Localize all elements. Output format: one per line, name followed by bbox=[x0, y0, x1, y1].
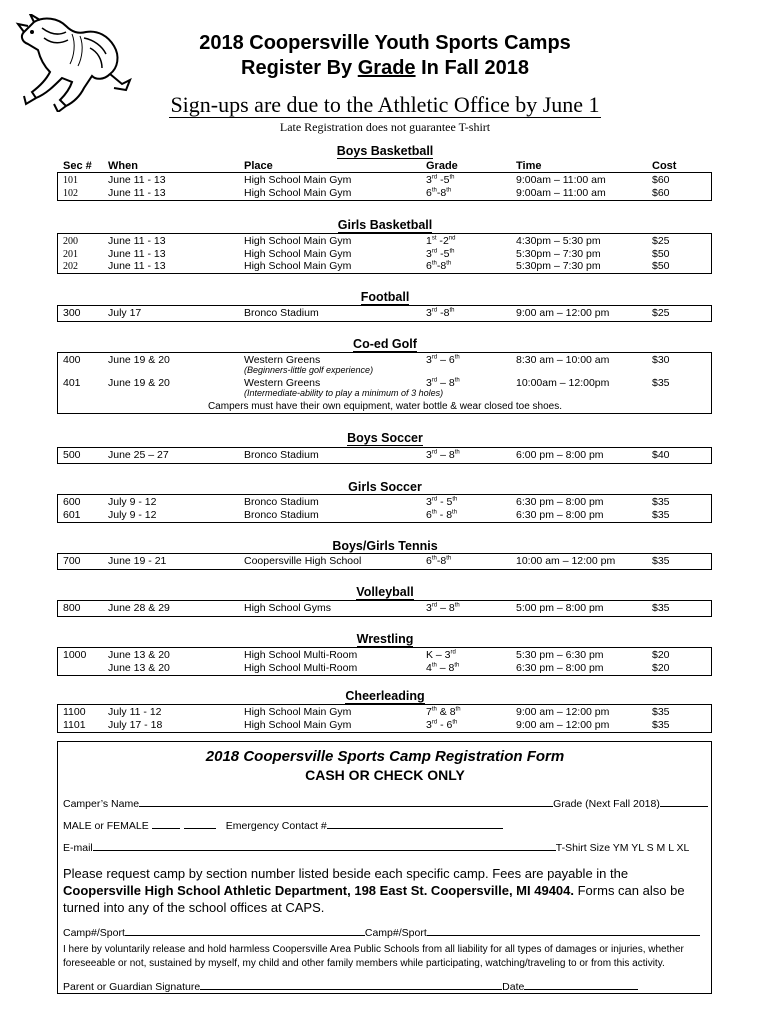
cell-time: 6:30 pm – 8:00 pm bbox=[516, 662, 604, 674]
grade-part: 8 bbox=[440, 555, 447, 567]
table-row bbox=[0, 706, 770, 719]
table-row bbox=[0, 260, 770, 273]
cell-grade bbox=[426, 706, 461, 719]
cell-cost: $35 bbox=[652, 719, 670, 731]
column-header-grade: Grade bbox=[426, 160, 458, 172]
table-row bbox=[0, 602, 770, 615]
section-title-volleyball: Volleyball bbox=[356, 585, 414, 599]
gender-emergency-line bbox=[63, 818, 503, 832]
grade-part: 6 bbox=[426, 187, 432, 199]
grade-part: rd bbox=[431, 496, 438, 503]
cell-when: June 13 & 20 bbox=[108, 662, 170, 674]
cell-cost: $35 bbox=[652, 496, 670, 508]
signature-line bbox=[63, 979, 638, 993]
cell-time: 8:30 am – 10:00 am bbox=[516, 354, 610, 366]
cell-section-number: 201 bbox=[63, 249, 78, 260]
cell-cost: $35 bbox=[652, 377, 670, 389]
cell-cost: $40 bbox=[652, 449, 670, 461]
form-title: 2018 Coopersville Sports Camp Registration Form bbox=[205, 748, 565, 765]
grade-part: rd bbox=[431, 602, 438, 609]
cell-grade bbox=[426, 509, 457, 522]
grade-part: 5 bbox=[443, 174, 450, 186]
grade-part: – bbox=[437, 354, 449, 366]
section-title-wrestling: Wrestling bbox=[356, 632, 414, 646]
instructions-paragraph: Please request camp by section number listed beside each specific camp. Fees are payable in the Coopersville High School Athletic Department, 198 East St. Coopersville, MI 49404. Forms can also be turned into any of the school offices at CAPS. bbox=[63, 866, 685, 915]
grade-part: 6 bbox=[446, 719, 453, 731]
cell-cost: $50 bbox=[652, 248, 670, 260]
grade-part: rd bbox=[431, 354, 438, 361]
column-header-sec: Sec # bbox=[63, 160, 92, 172]
grade-part: th bbox=[449, 248, 455, 255]
grade-part: – bbox=[437, 602, 449, 614]
cell-place: High School Main Gym bbox=[244, 248, 352, 260]
date-field[interactable] bbox=[524, 979, 638, 990]
cell-grade bbox=[426, 719, 457, 732]
grade-part: - bbox=[436, 555, 441, 567]
cell-time: 9:00am – 11:00 am bbox=[516, 174, 606, 186]
grade-part: th bbox=[431, 706, 437, 713]
cell-when: June 11 - 13 bbox=[108, 174, 166, 186]
grade-part: rd bbox=[431, 449, 438, 456]
grade-part: th bbox=[449, 307, 455, 314]
table-row bbox=[0, 354, 770, 367]
cell-cost: $25 bbox=[652, 235, 670, 247]
table-row bbox=[0, 449, 770, 462]
signature-field[interactable] bbox=[200, 979, 502, 990]
cell-time: 6:30 pm – 8:00 pm bbox=[516, 496, 604, 508]
golf-footnote: Campers must have their own equipment, water bottle & wear closed toe shoes. bbox=[207, 401, 563, 412]
section-title-boys-soccer: Boys Soccer bbox=[347, 431, 423, 445]
grade-part: nd bbox=[448, 235, 456, 242]
cell-place: High School Gyms bbox=[244, 602, 331, 614]
cell-section-number: 202 bbox=[63, 261, 78, 272]
grade-part: 6 bbox=[426, 509, 432, 521]
cell-place: Coopersville High School bbox=[244, 555, 362, 567]
grade-part: th bbox=[452, 509, 458, 516]
cell-grade bbox=[426, 602, 460, 615]
cell-when: June 11 - 13 bbox=[108, 260, 166, 272]
signature-label: Parent or Guardian Signature bbox=[63, 981, 201, 993]
grade-part: th bbox=[431, 662, 437, 669]
cell-section-number: 101 bbox=[63, 175, 78, 186]
email-line bbox=[63, 840, 689, 854]
cell-place: High School Multi-Room bbox=[244, 649, 358, 661]
cell-cost: $25 bbox=[652, 307, 670, 319]
cell-grade bbox=[426, 174, 454, 187]
cell-place: High School Main Gym bbox=[244, 235, 352, 247]
email-field[interactable] bbox=[93, 840, 556, 851]
grade-part: th bbox=[446, 260, 452, 267]
grade-part: – bbox=[436, 662, 449, 674]
cell-grade bbox=[426, 555, 451, 568]
cell-place: High School Main Gym bbox=[244, 706, 352, 718]
grade-part: 7 bbox=[426, 706, 432, 718]
subtitle-suffix: In Fall 2018 bbox=[415, 57, 529, 79]
table-row bbox=[0, 496, 770, 509]
camp-note: (Intermediate-ability to play a minimum of 3 holes) bbox=[244, 388, 444, 398]
camp-sport-label-2: Camp#/Sport bbox=[364, 927, 427, 939]
grade-part: 3 bbox=[426, 377, 432, 389]
grade-part: 1 bbox=[426, 235, 432, 247]
tshirt-size-label: T-Shirt Size YM YL S M L XL bbox=[555, 842, 690, 854]
grade-part: th bbox=[454, 354, 460, 361]
cell-cost: $30 bbox=[652, 354, 670, 366]
table-row bbox=[0, 509, 770, 522]
grade-part: 8 bbox=[448, 602, 455, 614]
form-subtitle: CASH OR CHECK ONLY bbox=[305, 767, 465, 783]
grade-part: 6 bbox=[426, 555, 432, 567]
gender-field[interactable] bbox=[152, 818, 180, 829]
grade-part: - bbox=[437, 307, 444, 319]
cell-place: Bronco Stadium bbox=[244, 449, 319, 461]
cell-section-number: 700 bbox=[63, 555, 81, 567]
grade-part: - bbox=[436, 187, 441, 199]
cell-cost: $60 bbox=[652, 174, 670, 186]
cell-cost: $35 bbox=[652, 602, 670, 614]
camper-name-field[interactable] bbox=[139, 796, 553, 807]
grade-part: 3 bbox=[426, 449, 432, 461]
cell-grade bbox=[426, 354, 460, 367]
cell-time: 5:00 pm – 8:00 pm bbox=[516, 602, 604, 614]
cell-when: June 13 & 20 bbox=[108, 649, 170, 661]
due-notice bbox=[0, 92, 770, 118]
grade-part: 3 bbox=[426, 174, 432, 186]
grade-part: th bbox=[452, 719, 458, 726]
grade-part: rd bbox=[431, 307, 438, 314]
cell-time: 9:00 am – 12:00 pm bbox=[516, 307, 610, 319]
column-header-place: Place bbox=[244, 160, 273, 172]
section-title-boys-basketball: Boys Basketball bbox=[336, 144, 434, 158]
grade-part: th bbox=[446, 555, 452, 562]
cell-cost: $35 bbox=[652, 706, 670, 718]
grade-part: rd bbox=[450, 649, 456, 656]
cell-when: July 11 - 12 bbox=[108, 706, 162, 718]
date-label: Date bbox=[502, 981, 525, 993]
column-header-time: Time bbox=[516, 160, 542, 172]
grade-part: 5 bbox=[446, 496, 453, 508]
cell-grade bbox=[426, 496, 457, 509]
table-row bbox=[0, 235, 770, 248]
cell-section-number: 500 bbox=[63, 449, 81, 461]
cell-time: 5:30 pm – 6:30 pm bbox=[516, 649, 604, 661]
cell-cost: $20 bbox=[652, 662, 670, 674]
cell-when: June 19 & 20 bbox=[108, 354, 170, 366]
table-row bbox=[0, 719, 770, 732]
grade-part: 3 bbox=[426, 248, 432, 260]
grade-part: rd bbox=[431, 248, 438, 255]
cell-place: High School Main Gym bbox=[244, 260, 352, 272]
cell-time: 6:00 pm – 8:00 pm bbox=[516, 449, 604, 461]
camp-note: (Beginners-little golf experience) bbox=[244, 365, 374, 375]
grade-label: Grade (Next Fall 2018) bbox=[553, 798, 660, 810]
grade-part: 6 bbox=[448, 354, 455, 366]
section-title-football: Football bbox=[360, 290, 410, 304]
cell-when: June 11 - 13 bbox=[108, 248, 166, 260]
cell-section-number: 102 bbox=[63, 188, 78, 199]
cell-section-number: 200 bbox=[63, 236, 78, 247]
cell-place: High School Multi-Room bbox=[244, 662, 358, 674]
grade-part: th bbox=[431, 509, 437, 516]
grade-part: & bbox=[436, 706, 450, 718]
camper-name-line bbox=[63, 796, 708, 810]
cell-place: Bronco Stadium bbox=[244, 496, 319, 508]
section-title-tennis: Boys/Girls Tennis bbox=[332, 539, 438, 553]
cell-place: Western Greens bbox=[244, 377, 321, 389]
cell-grade bbox=[426, 235, 455, 248]
subtitle-prefix: Register By bbox=[241, 57, 358, 79]
page-title: 2018 Coopersville Youth Sports Camps bbox=[199, 32, 571, 54]
cell-section-number: 1100 bbox=[63, 706, 86, 718]
cell-cost: $60 bbox=[652, 187, 670, 199]
late-notice: Late Registration does not guarantee T-shirt bbox=[279, 120, 491, 134]
cell-section-number: 1101 bbox=[63, 719, 86, 731]
gender-label: MALE or FEMALE bbox=[63, 820, 149, 832]
grade-part: th bbox=[431, 260, 437, 267]
grade-part: - bbox=[436, 260, 441, 272]
grade-part: th bbox=[454, 377, 460, 384]
grade-part: - bbox=[437, 496, 447, 508]
subtitle-grade: Grade bbox=[357, 57, 416, 79]
table-row bbox=[0, 187, 770, 200]
cell-cost: $50 bbox=[652, 260, 670, 272]
section-title-girls-basketball: Girls Basketball bbox=[337, 218, 433, 232]
section-title-golf: Co-ed Golf bbox=[353, 337, 417, 351]
section-title-girls-soccer: Girls Soccer bbox=[348, 480, 422, 494]
cell-place: Bronco Stadium bbox=[244, 307, 319, 319]
cell-grade bbox=[426, 662, 459, 675]
liability-release: I here by voluntarily release and hold harmless Coopersville Area Public Schools from all liability for all types of damages or injuries, whether foreseeable or not, sustained by myself, my child and other family members while participating, watching/traveling to or from this activity. bbox=[63, 944, 684, 969]
cell-place: Bronco Stadium bbox=[244, 509, 319, 521]
cell-section-number: 601 bbox=[63, 509, 81, 521]
email-label: E-mail bbox=[63, 842, 93, 854]
grade-part: 3 bbox=[426, 496, 432, 508]
grade-part: - bbox=[437, 174, 444, 186]
cell-section-number: 800 bbox=[63, 602, 81, 614]
grade-part: – bbox=[437, 449, 449, 461]
grade-part: 8 bbox=[440, 260, 447, 272]
cell-time: 9:00am – 11:00 am bbox=[516, 187, 606, 199]
grade-part: th bbox=[454, 662, 460, 669]
cell-when: June 19 - 21 bbox=[108, 555, 167, 567]
cell-time: 4:30pm – 5:30 pm bbox=[516, 235, 601, 247]
cell-cost: $35 bbox=[652, 555, 670, 567]
instructions-address: Coopersville High School Athletic Department, 198 East St. Coopersville, MI 49404. bbox=[63, 883, 574, 898]
grade-part: th bbox=[449, 174, 455, 181]
camp-sport-field-2[interactable] bbox=[427, 925, 700, 936]
grade-part: rd bbox=[431, 174, 438, 181]
table-row bbox=[0, 555, 770, 568]
grade-part: - bbox=[436, 509, 447, 521]
cell-when: June 11 - 13 bbox=[108, 187, 166, 199]
grade-part: – bbox=[437, 377, 449, 389]
cell-section-number: 600 bbox=[63, 496, 81, 508]
emergency-contact-field[interactable] bbox=[327, 818, 503, 829]
cell-when: June 28 & 29 bbox=[108, 602, 170, 614]
grade-part: 6 bbox=[426, 260, 432, 272]
grade-part: 4 bbox=[426, 662, 432, 674]
cell-grade bbox=[426, 307, 454, 320]
cell-time: 9:00 am – 12:00 pm bbox=[516, 719, 610, 731]
cell-place: Western Greens bbox=[244, 354, 321, 366]
grade-part: th bbox=[446, 187, 452, 194]
cell-place: High School Main Gym bbox=[244, 719, 352, 731]
grade-part: - bbox=[437, 248, 444, 260]
cell-time: 10:00 am – 12:00 pm bbox=[516, 555, 616, 567]
grade-part: rd bbox=[431, 719, 438, 726]
due-notice-text: Sign-ups are due to the Athletic Office by June 1 bbox=[170, 92, 600, 117]
grade-part: 3 bbox=[426, 719, 432, 731]
grade-part: th bbox=[431, 187, 437, 194]
grade-part: 5 bbox=[443, 248, 450, 260]
grade-part: 3 bbox=[426, 602, 432, 614]
column-header-cost: Cost bbox=[652, 160, 677, 172]
grade-part: st bbox=[431, 235, 437, 242]
cell-when: July 17 bbox=[108, 307, 142, 319]
grade-part: - bbox=[437, 719, 447, 731]
cell-section-number: 300 bbox=[63, 307, 81, 319]
camp-sport-label-1: Camp#/Sport bbox=[63, 927, 125, 939]
cell-grade bbox=[426, 260, 451, 273]
grade-part: th bbox=[454, 602, 460, 609]
grade-part: 8 bbox=[440, 187, 447, 199]
cell-time: 10:00am – 12:00pm bbox=[516, 377, 610, 389]
grade-part: th bbox=[452, 496, 458, 503]
grade-field[interactable] bbox=[660, 796, 708, 807]
cell-when: June 19 & 20 bbox=[108, 377, 170, 389]
camper-name-label: Camper’s Name bbox=[63, 798, 140, 810]
page-subtitle bbox=[0, 56, 770, 80]
grade-part: rd bbox=[431, 377, 438, 384]
grade-part: th bbox=[431, 555, 437, 562]
cell-section-number: 400 bbox=[63, 354, 81, 366]
cell-when: July 17 - 18 bbox=[108, 719, 163, 731]
cell-time: 5:30pm – 7:30 pm bbox=[516, 260, 601, 272]
camp-sport-line bbox=[63, 925, 700, 939]
cell-when: July 9 - 12 bbox=[108, 496, 157, 508]
grade-part: 8 bbox=[443, 307, 450, 319]
grade-part: 2 bbox=[442, 235, 449, 247]
cell-section-number: 1000 bbox=[63, 649, 87, 661]
grade-part: 3 bbox=[426, 307, 432, 319]
cell-place: High School Main Gym bbox=[244, 187, 352, 199]
grade-part: 8 bbox=[448, 662, 455, 674]
grade-part: K – 3 bbox=[426, 649, 451, 661]
cell-when: July 9 - 12 bbox=[108, 509, 157, 521]
grade-part: th bbox=[454, 449, 460, 456]
table-row bbox=[0, 662, 770, 675]
section-title-cheerleading: Cheerleading bbox=[345, 689, 425, 703]
column-header-when: When bbox=[108, 160, 138, 172]
cell-place: High School Main Gym bbox=[244, 174, 352, 186]
cell-time: 5:30pm – 7:30 pm bbox=[516, 248, 601, 260]
cell-cost: $20 bbox=[652, 649, 670, 661]
cell-grade bbox=[426, 649, 456, 662]
cell-grade bbox=[426, 449, 460, 462]
grade-part: 8 bbox=[446, 509, 453, 521]
cell-when: June 25 – 27 bbox=[108, 449, 169, 461]
gender-field-2[interactable] bbox=[184, 818, 216, 829]
table-row bbox=[0, 307, 770, 320]
cell-time: 9:00 am – 12:00 pm bbox=[516, 706, 610, 718]
grade-part: 8 bbox=[448, 449, 455, 461]
grade-part: 8 bbox=[449, 706, 456, 718]
camp-sport-field-1[interactable] bbox=[125, 925, 365, 936]
table-row bbox=[0, 174, 770, 187]
grade-part: th bbox=[455, 706, 461, 713]
table-row bbox=[0, 649, 770, 662]
grade-part: 3 bbox=[426, 354, 432, 366]
grade-part: - bbox=[436, 235, 443, 247]
grade-part: 8 bbox=[448, 377, 455, 389]
cell-time: 6:30 pm – 8:00 pm bbox=[516, 509, 604, 521]
cell-section-number: 401 bbox=[63, 377, 81, 389]
cell-when: June 11 - 13 bbox=[108, 235, 166, 247]
cell-grade bbox=[426, 187, 451, 200]
cell-cost: $35 bbox=[652, 509, 670, 521]
emergency-contact-label: Emergency Contact # bbox=[225, 820, 327, 832]
